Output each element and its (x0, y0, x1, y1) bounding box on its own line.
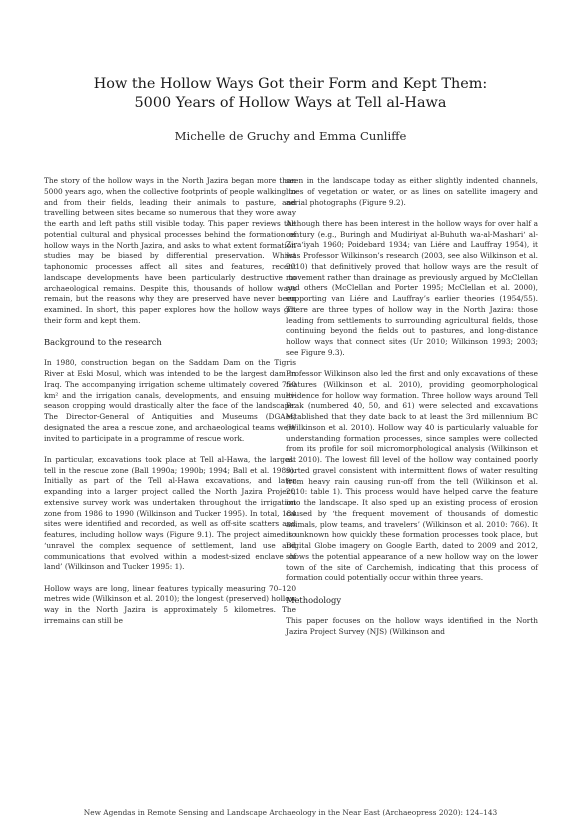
body-paragraph: Although there has been interest in the hollow ways for over half a century (e.g., Buringh and Mudiriyat al-Buhuth wa-al-Mashari‘ al-Zira‘iyah 1960; Poidebard 1934; van Liére and Lauffray 1954), it was Professor Wilkinson’s research (2003, see also Wilkinson et al. 2010) that definitively proved that hollow ways are the result of movement rather than drainage as previously argued by McClellan and others (McClellan and Porter 1995; McClellan et al. 2000), supporting van Liére and Lauffray’s earlier theories (1954/55). There are three types of hollow way in the North Jazira: those leading from settlements to surrounding agricultural fields, those continuing beyond the fields out to pastures, and long-distance hollow ways that connect sites (Ur 2010; Wilkinson 1993; 2003; see Figure 9.3). (286, 218, 538, 357)
body-paragraph: Hollow ways are long, linear features typically measuring 70–120 metres wide (Wilkinson et al. 2010); the longest (preserved) hollow way in the North Jazira is approximately 5 kilometres. The irremains can still be (44, 583, 296, 625)
right-column (286, 176, 538, 648)
body-paragraph: In particular, excavations took place at Tell al-Hawa, the largest tell in the rescue zone (Ball 1990a; 1990b; 1994; Ball et al. 1989). Initially as part of the Tell al-Hawa excavations, and later expanding into a larger project called the North Jazira Project, extensive survey work was undertaken throughout the irrigation zone from 1986 to 1990 (Wilkinson and Tucker 1995). In total, 184 sites were identified and recorded, as well as off-site scatters and features, including hollow ways (Figure 9.1). The project aimed to ‘unravel the complex sequence of settlement, land use and communications that evolved within a modest-sized enclave of land’ (Wilkinson and Tucker 1995: 1). (44, 454, 296, 572)
paper-title (40, 75, 541, 113)
section-heading-methodology: Methodology (286, 594, 342, 605)
body-paragraph: In 1980, construction began on the Saddam Dam on the Tigris River at Eski Mosul, which was intended to be the largest dam in Iraq. The accompanying irrigation scheme ultimately covered 750 km² and the irrigation canals, developments, and ensuing multi-season cropping would drastically alter the face of the landscape. The Director-General of Antiquities and Museums (DGAM) designated the area a rescue zone, and archaeological teams were invited to participate in a programme of rescue work. (44, 358, 296, 443)
title-line-2: 5000 Years of Hollow Ways at Tell al-Hawa (134, 95, 447, 111)
abstract-paragraph: The story of the hollow ways in the North Jazira began more than 5000 years ago, when the collective footprints of people walking to and from their fields, leading their animals to pasture, and travelling between sites became so numerous that they wore away the earth and left paths still visible today. This paper reviews the potential cultural and physical processes behind the formation of hollow ways in the North Jazira, and asks to what extent formation studies may be biased by differential preservation. Whilst taphonomic processes affect all sites and features, recent landscape developments have been particularly destructive to archaeological remains. Despite this, thousands of hollow ways remain, but the reasons why they are preserved have never been examined. In short, this paper explores how the hollow ways got their form and kept them. (44, 176, 296, 325)
body-paragraph: seen in the landscape today as either slightly indented channels, lines of vegetation or water, or as lines on satellite imagery and aerial photographs (Figure 9.2). (286, 176, 538, 207)
body-paragraph: Professor Wilkinson also led the first and only excavations of these features (Wilkinson et al. 2010), providing geomorphological evidence for hollow way formation. Three hollow ways around Tell Brak (numbered 40, 50, and 61) were selected and excavations established that they date back to at least the 3rd millennium BC (Wilkinson et al. 2010). Hollow way 40 is particularly valuable for understanding formation processes, since samples were collected from its profile for soil micromorphological analysis (Wilkinson et al. 2010). The lowest fill level of the hollow way contained poorly sorted gravel consistent with intermittent flows of water resulting from heavy rain causing run-off from the tell (Wilkinson et al. 2010: table 1). This process would have helped carve the feature into the landscape. It also sped up an existing process of erosion caused by ‘the frequent movement of thousands of domestic animals, plow teams, and travelers’ (Wilkinson et al. 2010: 766). It is unknown how quickly these formation processes took place, but Digital Globe imagery on Google Earth, dated to 2009 and 2012, shows the potential appearance of a new hollow way on the lower town of the site of Carchemish, indicating that this process of formation could potentially occur within three years. (286, 369, 538, 583)
page-footer: New Agendas in Remote Sensing and Landscape Archaeology in the Near East (Archaeopress 2020): 124–143 (83, 808, 498, 817)
section-heading-background: Background to the research (44, 337, 162, 347)
left-column (44, 176, 296, 637)
author-line: Michelle de Gruchy and Emma Cunliffe (174, 129, 407, 143)
body-paragraph: This paper focuses on the hollow ways identified in the North Jazira Project Survey (NJS) (Wilkinson and (286, 615, 538, 636)
title-line-1: How the Hollow Ways Got their Form and Kept Them: (93, 76, 488, 92)
